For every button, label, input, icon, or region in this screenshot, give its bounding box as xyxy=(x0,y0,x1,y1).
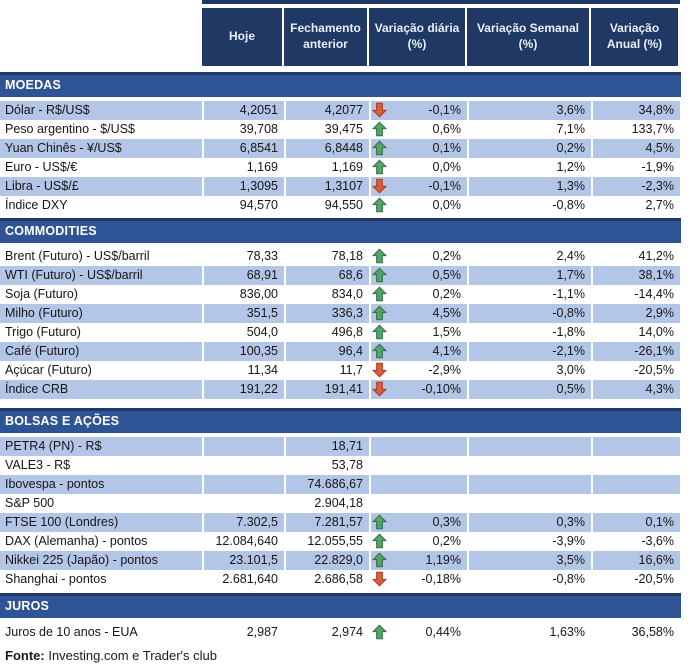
daily-change xyxy=(371,196,467,215)
column-header-variacao-semanal: Variação Semanal (%) xyxy=(467,8,589,66)
arrow-down-icon xyxy=(372,571,387,587)
hoje-value: 100,35 xyxy=(204,342,284,361)
fechamento-value: 74.686,67 xyxy=(286,475,369,494)
table-row-yuan-chines-us xyxy=(0,139,681,158)
row-label: Milho (Futuro) xyxy=(0,304,202,323)
table-row-milho-futuro xyxy=(0,304,681,323)
fechamento-value: 94,550 xyxy=(286,196,369,215)
fechamento-value: 11,7 xyxy=(286,361,369,380)
arrow-down-icon xyxy=(372,102,387,118)
daily-change-value: 1,19% xyxy=(425,553,461,567)
hoje-value: 68,91 xyxy=(204,266,284,285)
annual-change xyxy=(593,456,680,475)
table-row-ibovespa-pontos xyxy=(0,475,681,494)
arrow-down-icon xyxy=(372,178,387,194)
weekly-change: 3,5% xyxy=(469,551,591,570)
weekly-change: 0,2% xyxy=(469,139,591,158)
daily-change xyxy=(371,342,467,361)
fechamento-value: 39,475 xyxy=(286,120,369,139)
annual-change: -20,5% xyxy=(593,361,680,380)
row-label: Dólar - R$/US$ xyxy=(0,101,202,120)
hoje-value: 504,0 xyxy=(204,323,284,342)
hoje-value: 351,5 xyxy=(204,304,284,323)
daily-change xyxy=(371,513,467,532)
daily-change-value: -0,1% xyxy=(428,103,461,117)
weekly-change: 3,6% xyxy=(469,101,591,120)
weekly-change: -1,1% xyxy=(469,285,591,304)
hoje-value: 11,34 xyxy=(204,361,284,380)
source-label: Fonte: xyxy=(5,648,45,663)
weekly-change xyxy=(469,437,591,456)
fechamento-value: 78,18 xyxy=(286,247,369,266)
daily-change xyxy=(371,475,467,494)
row-label: Açúcar (Futuro) xyxy=(0,361,202,380)
fechamento-value: 1,169 xyxy=(286,158,369,177)
daily-change-value: 0,1% xyxy=(432,141,461,155)
weekly-change: 3,0% xyxy=(469,361,591,380)
table-row-euro-us xyxy=(0,158,681,177)
daily-change-value: 1,5% xyxy=(432,325,461,339)
fechamento-value: 6,8448 xyxy=(286,139,369,158)
daily-change xyxy=(371,247,467,266)
weekly-change: 2,4% xyxy=(469,247,591,266)
hoje-value: 39,708 xyxy=(204,120,284,139)
weekly-change: 0,3% xyxy=(469,513,591,532)
daily-change xyxy=(371,101,467,120)
daily-change-value: 0,5% xyxy=(432,268,461,282)
daily-change-value: 0,2% xyxy=(432,249,461,263)
weekly-change: -1,8% xyxy=(469,323,591,342)
daily-change-value: 4,5% xyxy=(432,306,461,320)
table-row-cafe-futuro xyxy=(0,342,681,361)
table-row-peso-argentino-us xyxy=(0,120,681,139)
row-label: S&P 500 xyxy=(0,494,202,513)
row-label: Ibovespa - pontos xyxy=(0,475,202,494)
daily-change xyxy=(371,158,467,177)
section-header-juros: JUROS xyxy=(0,593,681,618)
daily-change-value: 0,2% xyxy=(432,534,461,548)
table-row-libra-us xyxy=(0,177,681,196)
fechamento-value: 191,41 xyxy=(286,380,369,399)
row-label: Euro - US$/€ xyxy=(0,158,202,177)
daily-change-value: -2,9% xyxy=(428,363,461,377)
arrow-up-icon xyxy=(372,267,387,283)
annual-change: 4,3% xyxy=(593,380,680,399)
arrow-up-icon xyxy=(372,159,387,175)
annual-change: -26,1% xyxy=(593,342,680,361)
column-header-fechamento-anterior: Fechamento anterior xyxy=(284,8,367,66)
hoje-value: 78,33 xyxy=(204,247,284,266)
row-label: Yuan Chinês - ¥/US$ xyxy=(0,139,202,158)
table-body xyxy=(0,72,694,642)
hoje-value: 191,22 xyxy=(204,380,284,399)
table-row-brent-futuro-us-barril xyxy=(0,247,681,266)
arrow-up-icon xyxy=(372,286,387,302)
hoje-value: 94,570 xyxy=(204,196,284,215)
fechamento-value: 4,2077 xyxy=(286,101,369,120)
table-row-wti-futuro-us-barril xyxy=(0,266,681,285)
row-label: Índice CRB xyxy=(0,380,202,399)
hoje-value xyxy=(204,475,284,494)
hoje-value: 6,8541 xyxy=(204,139,284,158)
row-label: Soja (Futuro) xyxy=(0,285,202,304)
section-rows-juros xyxy=(0,623,681,642)
weekly-change: -0,8% xyxy=(469,196,591,215)
row-label: Peso argentino - $/US$ xyxy=(0,120,202,139)
row-label: PETR4 (PN) - R$ xyxy=(0,437,202,456)
fechamento-value: 53,78 xyxy=(286,456,369,475)
annual-change: -20,5% xyxy=(593,570,680,589)
weekly-change: 1,3% xyxy=(469,177,591,196)
section-rows-commodities xyxy=(0,247,681,399)
daily-change xyxy=(371,532,467,551)
hoje-value: 2,987 xyxy=(204,623,284,642)
table-row-indice-dxy xyxy=(0,196,681,215)
column-header-variacao-diaria: Variação diária (%) xyxy=(369,8,465,66)
table-row-soja-futuro xyxy=(0,285,681,304)
row-label: Índice DXY xyxy=(0,196,202,215)
weekly-change xyxy=(469,475,591,494)
fechamento-value: 2.686,58 xyxy=(286,570,369,589)
annual-change: 38,1% xyxy=(593,266,680,285)
fechamento-value: 2.904,18 xyxy=(286,494,369,513)
hoje-value xyxy=(204,456,284,475)
arrow-down-icon xyxy=(372,362,387,378)
row-label: FTSE 100 (Londres) xyxy=(0,513,202,532)
daily-change xyxy=(371,551,467,570)
table-row-dolar-r-us xyxy=(0,101,681,120)
fechamento-value: 12.055,55 xyxy=(286,532,369,551)
arrow-up-icon xyxy=(372,514,387,530)
source-note xyxy=(0,647,694,664)
weekly-change: 1,2% xyxy=(469,158,591,177)
arrow-up-icon xyxy=(372,324,387,340)
fechamento-value: 834,0 xyxy=(286,285,369,304)
daily-change xyxy=(371,323,467,342)
weekly-change: 7,1% xyxy=(469,120,591,139)
daily-change xyxy=(371,494,467,513)
row-label: Café (Futuro) xyxy=(0,342,202,361)
annual-change: 34,8% xyxy=(593,101,680,120)
daily-change xyxy=(371,361,467,380)
row-label: Brent (Futuro) - US$/barril xyxy=(0,247,202,266)
arrow-up-icon xyxy=(372,624,387,640)
daily-change xyxy=(371,570,467,589)
table-row-trigo-futuro xyxy=(0,323,681,342)
table-row-juros-de-10-anos-eua xyxy=(0,623,681,642)
row-label: Juros de 10 anos - EUA xyxy=(0,623,202,642)
hoje-value: 23.101,5 xyxy=(204,551,284,570)
daily-change-value: 0,44% xyxy=(425,625,461,639)
weekly-change xyxy=(469,456,591,475)
annual-change: 2,7% xyxy=(593,196,680,215)
table-top-border xyxy=(202,0,680,4)
fechamento-value: 1,3107 xyxy=(286,177,369,196)
daily-change xyxy=(371,304,467,323)
daily-change xyxy=(371,623,467,642)
annual-change: -14,4% xyxy=(593,285,680,304)
daily-change xyxy=(371,139,467,158)
annual-change: 133,7% xyxy=(593,120,680,139)
section-header-commodities: COMMODITIES xyxy=(0,218,681,243)
source-text: Investing.com e Trader's club xyxy=(44,648,218,663)
column-header-variacao-anual: Variação Anual (%) xyxy=(591,8,678,66)
daily-change xyxy=(371,380,467,399)
arrow-up-icon xyxy=(372,121,387,137)
daily-change-value: -0,10% xyxy=(421,382,461,396)
fechamento-value: 496,8 xyxy=(286,323,369,342)
weekly-change: -2,1% xyxy=(469,342,591,361)
weekly-change: -3,9% xyxy=(469,532,591,551)
hoje-value: 1,3095 xyxy=(204,177,284,196)
daily-change-value: 0,2% xyxy=(432,287,461,301)
section-header-bolsas-e-acoes: BOLSAS E AÇÕES xyxy=(0,408,681,433)
daily-change xyxy=(371,120,467,139)
arrow-up-icon xyxy=(372,197,387,213)
section-header-moedas: MOEDAS xyxy=(0,72,681,97)
fechamento-value: 96,4 xyxy=(286,342,369,361)
table-row-acucar-futuro xyxy=(0,361,681,380)
annual-change: 16,6% xyxy=(593,551,680,570)
annual-change xyxy=(593,494,680,513)
table-row-indice-crb xyxy=(0,380,681,399)
column-header-hoje: Hoje xyxy=(202,8,282,66)
table-row-shanghai-pontos xyxy=(0,570,681,589)
annual-change: 36,58% xyxy=(593,623,680,642)
annual-change: 41,2% xyxy=(593,247,680,266)
fechamento-value: 68,6 xyxy=(286,266,369,285)
daily-change-value: -0,1% xyxy=(428,179,461,193)
section-rows-bolsas-e-acoes xyxy=(0,437,681,589)
row-label: Nikkei 225 (Japão) - pontos xyxy=(0,551,202,570)
fechamento-value: 22.829,0 xyxy=(286,551,369,570)
annual-change: -3,6% xyxy=(593,532,680,551)
annual-change: 4,5% xyxy=(593,139,680,158)
daily-change-value: 0,0% xyxy=(432,160,461,174)
arrow-up-icon xyxy=(372,305,387,321)
arrow-up-icon xyxy=(372,533,387,549)
annual-change: -1,9% xyxy=(593,158,680,177)
hoje-value: 1,169 xyxy=(204,158,284,177)
annual-change: -2,3% xyxy=(593,177,680,196)
table-row-vale3-r xyxy=(0,456,681,475)
row-label: Libra - US$/£ xyxy=(0,177,202,196)
fechamento-value: 336,3 xyxy=(286,304,369,323)
fechamento-value: 7.281,57 xyxy=(286,513,369,532)
column-headers xyxy=(202,8,680,66)
row-label: WTI (Futuro) - US$/barril xyxy=(0,266,202,285)
daily-change xyxy=(371,177,467,196)
annual-change xyxy=(593,475,680,494)
daily-change-value: -0,18% xyxy=(421,572,461,586)
weekly-change: -0,8% xyxy=(469,304,591,323)
fechamento-value: 2,974 xyxy=(286,623,369,642)
table-row-nikkei-225-japao-pontos xyxy=(0,551,681,570)
weekly-change: 0,5% xyxy=(469,380,591,399)
hoje-value xyxy=(204,437,284,456)
row-label: DAX (Alemanha) - pontos xyxy=(0,532,202,551)
annual-change: 14,0% xyxy=(593,323,680,342)
table-row-s-p-500 xyxy=(0,494,681,513)
daily-change-value: 0,6% xyxy=(432,122,461,136)
daily-change xyxy=(371,285,467,304)
row-label: Shanghai - pontos xyxy=(0,570,202,589)
weekly-change xyxy=(469,494,591,513)
hoje-value: 836,00 xyxy=(204,285,284,304)
hoje-value: 2.681,640 xyxy=(204,570,284,589)
daily-change-value: 0,0% xyxy=(432,198,461,212)
hoje-value xyxy=(204,494,284,513)
arrow-up-icon xyxy=(372,552,387,568)
row-label: VALE3 - R$ xyxy=(0,456,202,475)
daily-change xyxy=(371,456,467,475)
weekly-change: 1,7% xyxy=(469,266,591,285)
row-label: Trigo (Futuro) xyxy=(0,323,202,342)
section-rows-moedas xyxy=(0,101,681,215)
table-row-dax-alemanha-pontos xyxy=(0,532,681,551)
annual-change: 0,1% xyxy=(593,513,680,532)
daily-change-value: 0,3% xyxy=(432,515,461,529)
annual-change xyxy=(593,437,680,456)
table-row-petr4-pn-r xyxy=(0,437,681,456)
daily-change xyxy=(371,437,467,456)
hoje-value: 12.084,640 xyxy=(204,532,284,551)
arrow-up-icon xyxy=(372,248,387,264)
arrow-up-icon xyxy=(372,140,387,156)
hoje-value: 4,2051 xyxy=(204,101,284,120)
arrow-up-icon xyxy=(372,343,387,359)
daily-change-value: 4,1% xyxy=(432,344,461,358)
hoje-value: 7.302,5 xyxy=(204,513,284,532)
weekly-change: 1,63% xyxy=(469,623,591,642)
fechamento-value: 18,71 xyxy=(286,437,369,456)
table-row-ftse-100-londres xyxy=(0,513,681,532)
arrow-down-icon xyxy=(372,381,387,397)
daily-change xyxy=(371,266,467,285)
annual-change: 2,9% xyxy=(593,304,680,323)
weekly-change: -0,8% xyxy=(469,570,591,589)
